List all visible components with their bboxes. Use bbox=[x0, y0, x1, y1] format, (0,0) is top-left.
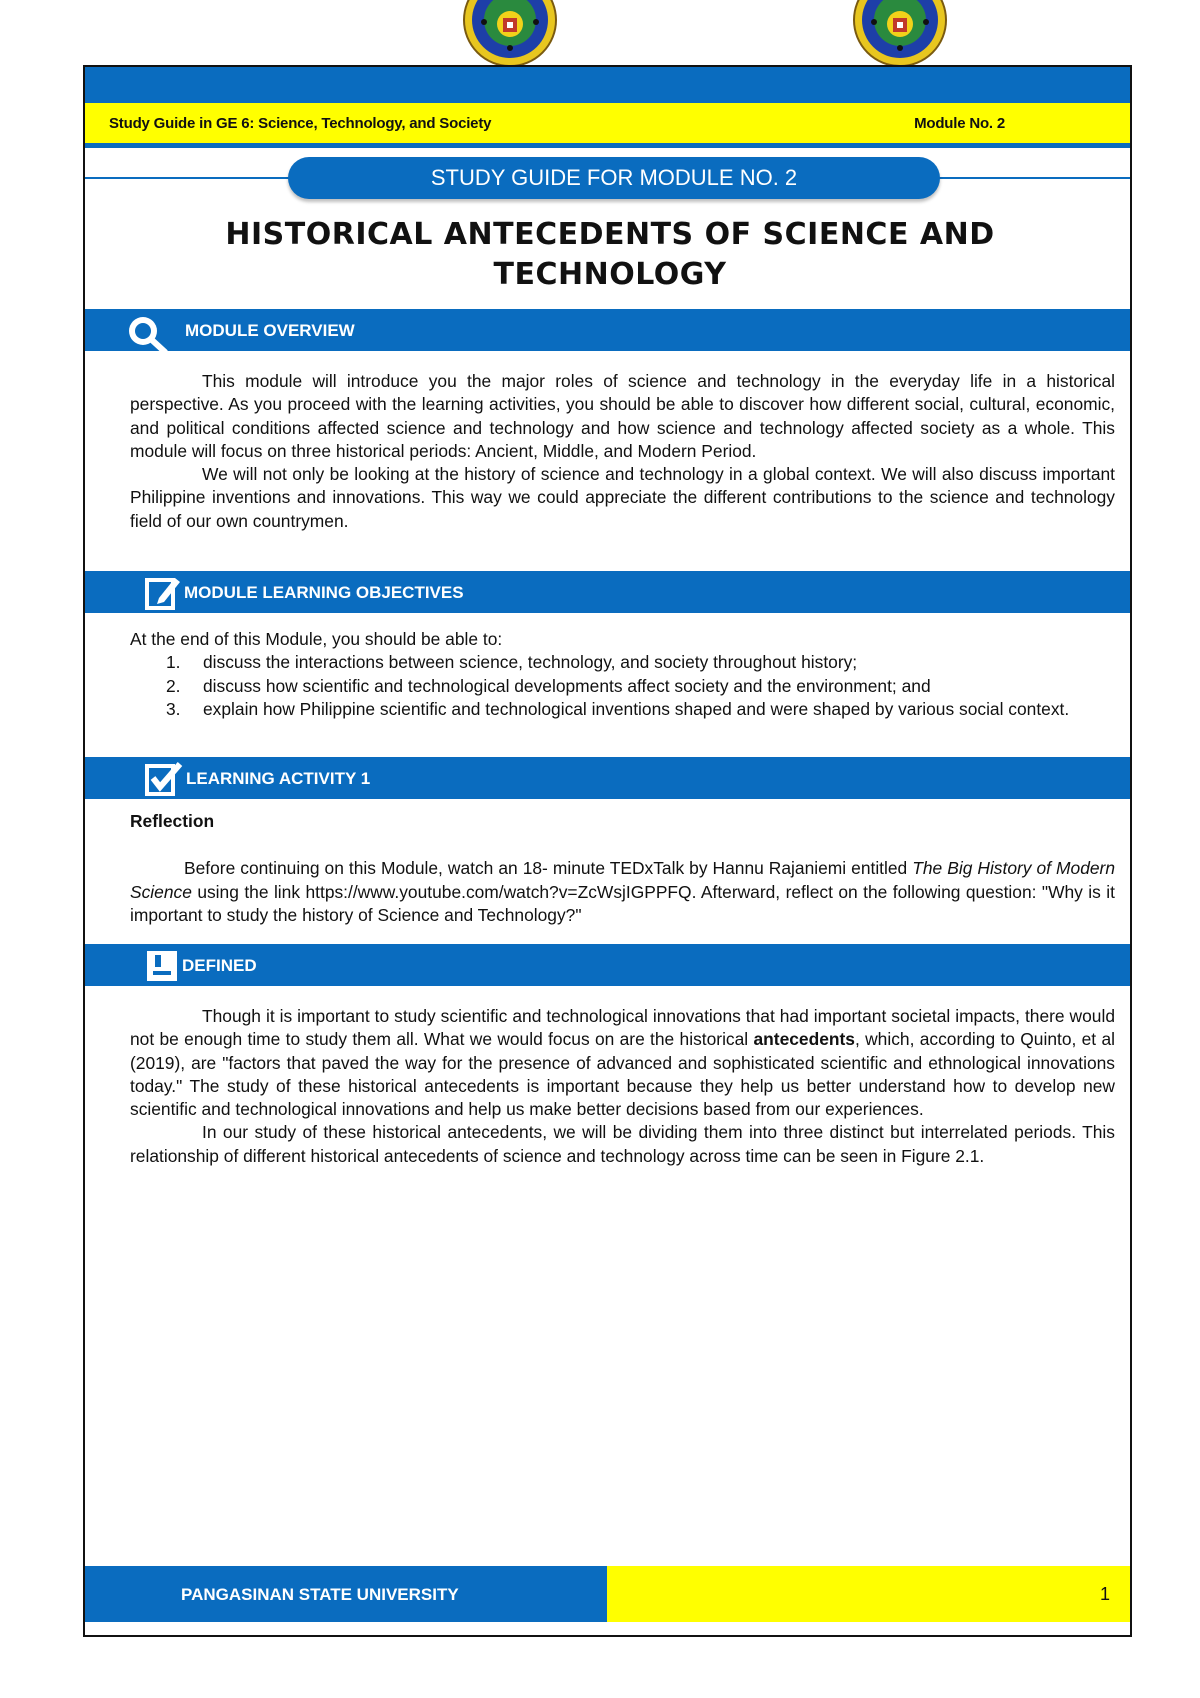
overview-body bbox=[130, 370, 1115, 533]
book-icon bbox=[145, 949, 179, 983]
section-label-objectives: MODULE LEARNING OBJECTIVES bbox=[184, 583, 464, 602]
objectives-list bbox=[130, 651, 1115, 721]
section-label-activity: LEARNING ACTIVITY 1 bbox=[186, 769, 371, 788]
objectives-body bbox=[130, 628, 1115, 721]
page-header bbox=[85, 103, 1130, 143]
section-bar-defined bbox=[85, 944, 1130, 986]
header-top-band bbox=[85, 67, 1130, 103]
footer-university bbox=[85, 1566, 607, 1622]
study-guide-banner: STUDY GUIDE FOR MODULE NO. 2 bbox=[288, 157, 940, 199]
section-bar-overview bbox=[85, 309, 1130, 351]
overview-paragraph-2: We will not only be looking at the history of science and technology in a global context. We will also discuss important Philippine inventions and innovations. This way we could appreciate the different contributions to the science and technology field of our own countrymen. bbox=[130, 464, 1115, 531]
magnifier-icon bbox=[123, 313, 171, 353]
activity-paragraph: Before continuing on this Module, watch an 18- minute TEDxTalk by Hannu Rajaniemi entitled The Big History of Modern Science using the link https://www.youtube.com/watch?v=ZcWsjIGPPFQ. Afterward, reflect on the following question: "Why is it important to study the history of Science and Technology?" bbox=[130, 858, 1115, 925]
header-underline bbox=[85, 143, 1130, 148]
module-number: Module No. 2 bbox=[914, 115, 1005, 132]
banner-line-right bbox=[938, 177, 1130, 179]
defined-body bbox=[130, 1005, 1115, 1168]
page-title: HISTORICAL ANTECEDENTS OF SCIENCE AND TECHNOLOGY bbox=[225, 217, 995, 292]
list-item: 3. explain how Philippine scientific and technological inventions shaped and were shaped by various social context. bbox=[166, 698, 1070, 719]
checkmark-icon bbox=[145, 762, 183, 796]
pencil-icon bbox=[145, 576, 181, 610]
section-bar-objectives bbox=[85, 571, 1130, 613]
section-bar-activity bbox=[85, 757, 1130, 799]
section-label-overview: MODULE OVERVIEW bbox=[185, 321, 355, 340]
activity-body bbox=[130, 810, 1115, 927]
activity-subheading: Reflection bbox=[130, 811, 215, 831]
defined-paragraph-1: Though it is important to study scientific and technological innovations that had important societal impacts, there would not be enough time to study them all. What we would focus on are the historical antecedents, which, according to Quinto, et al (2019), are "factors that paved the way for the presence of advanced and sophisticated scientific and ethnological innovations today." The study of these historical antecedents is important because they help us better understand how to develop new scientific and technological innovations and help us make better decisions based from our experiences. bbox=[130, 1006, 1115, 1120]
university-seal-logo-right bbox=[850, 0, 950, 66]
page-number: 1 bbox=[1099, 1584, 1110, 1604]
list-item: 1. discuss the interactions between science, technology, and society throughout history; bbox=[166, 652, 858, 673]
list-item: 2. discuss how scientific and technological developments affect society and the environment; and bbox=[166, 675, 931, 696]
defined-paragraph-2: In our study of these historical antecedents, we will be dividing them into three distinct but interrelated periods. This relationship of different historical antecedents of science and technology across time can be seen in Figure 2.1. bbox=[130, 1122, 1115, 1166]
overview-paragraph-1: This module will introduce you the major roles of science and technology in the everyday life in a historical perspective. As you proceed with the learning activities, you should be able to discover how different social, cultural, economic, and political conditions affected science and technology and how science and technology affected society as a whole. This module will focus on three historical periods: Ancient, Middle, and Modern Period. bbox=[130, 371, 1115, 461]
objectives-intro: At the end of this Module, you should be able to: bbox=[130, 629, 503, 649]
footer-page-box bbox=[607, 1566, 1130, 1622]
course-title: Study Guide in GE 6: Science, Technology, and Society bbox=[109, 115, 492, 132]
section-label-defined: DEFINED bbox=[182, 956, 257, 975]
university-seal-logo-left bbox=[460, 0, 560, 66]
banner-line-left bbox=[85, 177, 290, 179]
university-name: PANGASINAN STATE UNIVERSITY bbox=[181, 1585, 459, 1604]
